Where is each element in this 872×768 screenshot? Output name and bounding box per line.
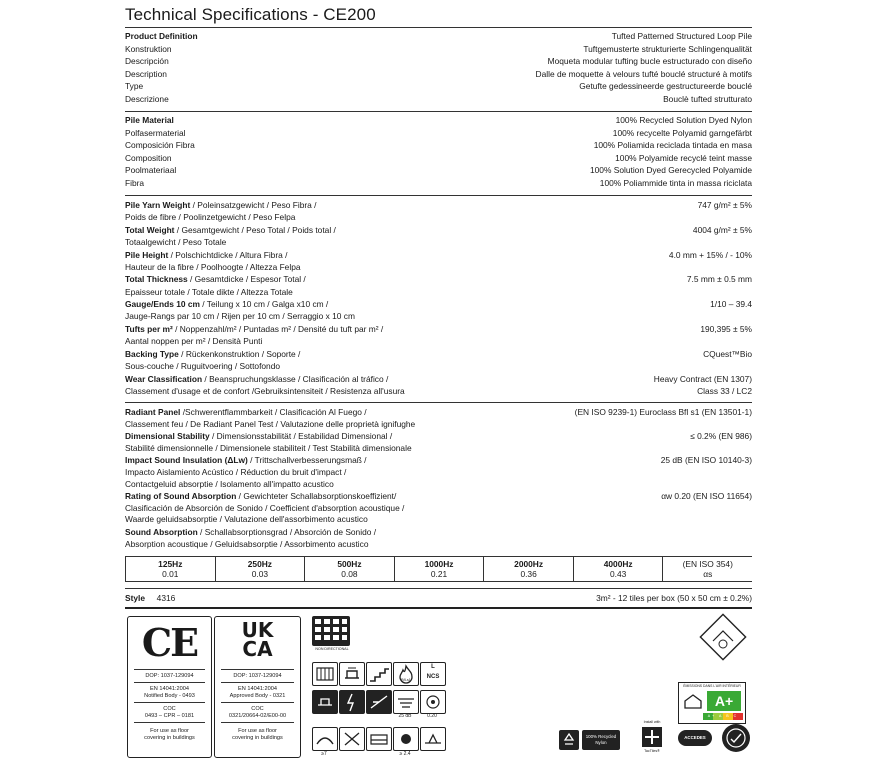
spec-translations: Jauge-Rangs par 10 cm / Rijen per 10 cm / Serraggio x 10 cm [125, 311, 355, 322]
spec-label: Descripción [125, 56, 169, 66]
spec-value: ≤ 0.2% (EN 986) [690, 431, 752, 442]
fire-icon [393, 662, 419, 686]
spec-value: 7.5 mm ± 0.5 mm [686, 274, 752, 285]
spec-value: 100% recycelte Polyamid garngefärbt [612, 127, 752, 138]
spec-label: Description [125, 68, 167, 79]
ukca-coc-number: 0321/20664-02/E00-00 [228, 713, 287, 719]
spec-value: Dalle de moquette à velours tufté bouclé structuré à motifs [535, 68, 752, 79]
spec-title: Sound Absorption [125, 527, 198, 537]
impact-sound-icon [393, 690, 419, 714]
spec-translations: / Rückenkonstruktion / Soporte / [178, 348, 301, 359]
ce-use-line2: covering in buildings [144, 735, 195, 741]
spec-translations: Impacto Aislamiento Acústico / Réduction du bruit d'impact / [125, 467, 347, 477]
tactiles-label: TacTiles® [644, 749, 660, 753]
ukca-logo-top: UK [241, 618, 274, 642]
recycled-nylon-badge: 100% Recycled Nylon [582, 730, 620, 750]
colourfastness-icon [312, 727, 338, 751]
spec-label [125, 406, 367, 418]
electrostatic-icon [339, 690, 365, 714]
frequency-value: 0.03 [251, 569, 269, 579]
page-title: Technical Specifications - CE200 [125, 5, 376, 24]
spec-label: Composición Fibra [125, 140, 195, 150]
impact-sound-label: 25 dB [398, 713, 412, 719]
spec-label: Pile Material [125, 115, 174, 125]
spec-translations: / Polschichtdicke / Altura Fibra / [168, 249, 288, 260]
non-directional-label: NON DIRECTIONAL [315, 647, 349, 651]
spec-translations: / Gewichteter Schallabsorptionskoeffizient/ [236, 491, 397, 502]
divider [134, 702, 205, 703]
accedes-badge: ACCEDES [678, 730, 712, 746]
ce-coc: COC [163, 706, 176, 712]
spec-label [125, 323, 383, 335]
spec-label: Product Definition [125, 31, 198, 41]
spec-value: 4004 g/m² ± 5% [692, 224, 752, 235]
frequency-value: 0.21 [430, 569, 448, 579]
spec-title: Dimensional Stability [125, 431, 210, 442]
divider [125, 402, 752, 403]
packaging-text: 3m² - 12 tiles per box (50 x 50 cm ± 0.2%) [596, 593, 752, 603]
spec-value: Bouclè tufted strutturato [663, 93, 752, 104]
spec-translations: / Schallabsorptionsgrad / Absorción de Sonido / [197, 527, 377, 537]
spec-title: Wear Classification [125, 373, 203, 384]
indoor-air-emission-badge [678, 682, 746, 724]
style-code: 4316 [156, 593, 176, 603]
certification-seal-icon [722, 724, 750, 752]
spec-translations: /Schwerentflammbarkeit / Clasificación Al Fuego / [180, 407, 367, 417]
divider [221, 669, 294, 670]
frequency-cell [216, 557, 306, 581]
spec-translations: / Dimensionsstabilität / Estabilidad Dimensional / [209, 431, 393, 442]
bfl-label: Bfl-s1 [401, 678, 411, 682]
spec-title: Backing Type [125, 348, 179, 359]
wheel-icon [420, 727, 446, 751]
spec-label [125, 490, 396, 502]
divider [125, 27, 752, 28]
floor-tile-diamond-icon [697, 611, 749, 663]
ncs-label: NCS [426, 674, 440, 680]
absorption-label: 0.20 [427, 713, 437, 719]
divider [125, 111, 752, 112]
frequency-cell [395, 557, 485, 581]
emission-label: ÉMISSIONS DANS L'AIR INTÉRIEUR [683, 684, 741, 688]
spec-translations: Stabilité dimensionnelle / Dimensionele stabiliteit / Test Stabilità dimensionale [125, 442, 412, 453]
spec-value: 190,395 ± 5% [700, 324, 752, 334]
spec-translations: Totaalgewicht / Peso Totale [125, 237, 227, 247]
ce-coc-number: 0493 – CPR – 0181 [144, 713, 195, 719]
spec-translations: / Noppenzahl/m² / Puntadas m² / Densité du tuft par m² / [172, 324, 384, 334]
office-chair-icon [339, 662, 365, 686]
ukca-logo [215, 618, 300, 661]
spec-label: Descrizione [125, 93, 169, 104]
spec-label: Fibra [125, 177, 145, 188]
spec-value-secondary: Class 33 / LC2 [697, 385, 752, 396]
spec-label [125, 373, 388, 385]
spec-label [125, 298, 328, 310]
divider [134, 722, 205, 723]
spec-value: CQuest™Bio [703, 348, 752, 359]
spec-translations: / Gesamtdicke / Espesor Total / [187, 274, 306, 285]
recycle-icon [559, 730, 579, 750]
spec-label [125, 273, 306, 285]
underfloor-heating-icon [366, 727, 392, 751]
spec-translations: / Trittschallverbesserungsmaß / [247, 455, 367, 466]
sound-absorption-table [125, 556, 752, 582]
ukca-logo-bottom: CA [242, 637, 273, 661]
spec-value: 747 g/m² ± 5% [697, 200, 752, 210]
rating-1: ≥7 [321, 751, 327, 757]
l-label: L [431, 664, 435, 670]
spec-value: 100% Polyamide recyclé teint masse [615, 152, 752, 163]
spec-translations: Absorption acoustique / Geluidsabsorptie / Assorbimento acustico [125, 538, 369, 549]
ukca-body: Approved Body - 0321 [229, 693, 286, 699]
frequency-value: 0.36 [520, 569, 537, 579]
frequency-value: 0.01 [162, 569, 179, 579]
spec-translations: Contactgeluid absorptie / Isolamento all'impatto acustico [125, 478, 334, 489]
spec-translations: Classement d'usage et de confort /Gebruiksintensiteit / Resistenza all'usura [125, 385, 405, 396]
spec-value: αw 0.20 (EN ISO 11654) [661, 491, 752, 502]
spec-title: Pile Yarn Weight [125, 200, 191, 210]
spec-translations: Clasificación de Absorción de Sonido / Coefficient d'absorption acoustique / [125, 502, 405, 513]
frequency-label: 2000Hz [514, 559, 544, 569]
spec-translations: / Poleinsatzgewicht / Peso Fibra / [190, 200, 317, 210]
frequency-cell [663, 557, 752, 581]
style-label: Style [125, 593, 146, 603]
spec-value: 100% Poliamida reciclada tintada en masa [593, 140, 752, 150]
spec-translations: Poids de fibre / Poolinzetgewicht / Peso Felpa [125, 212, 296, 223]
frequency-value: 0.08 [341, 569, 358, 579]
ce-logo: CE [141, 620, 198, 665]
spec-title: Radiant Panel [125, 407, 181, 417]
ukca-use-line2: covering in buildings [232, 735, 283, 741]
rating-2: ≥ 2.4 [399, 751, 411, 757]
heavy-contract-icon [312, 662, 338, 686]
ce-use-line1: For use as floor [150, 728, 189, 734]
spec-label [125, 199, 316, 211]
frequency-value: αs [703, 569, 713, 579]
frequency-label: 4000Hz [603, 559, 633, 569]
spec-label [125, 454, 367, 466]
spec-title: Gauge/Ends 10 cm [125, 299, 200, 310]
frequency-value: 0.43 [610, 569, 627, 579]
divider [125, 195, 752, 196]
spec-translations: / Beanspruchungsklasse / Clasificación al tráfico / [202, 373, 389, 384]
spec-title: Rating of Sound Absorption [125, 491, 237, 502]
ukca-coc: COC [251, 706, 264, 712]
ncs-icon [420, 662, 446, 686]
sound-absorption-icon [420, 690, 446, 714]
spec-value: 1/10 – 39.4 [710, 299, 752, 310]
spec-label [125, 348, 300, 360]
spec-value: 100% Solution Dyed Gerecycled Polyamide [589, 165, 752, 175]
spec-value: Tufted Patterned Structured Loop Pile [611, 31, 752, 41]
spec-translations: Epaisseur totale / Totale dikte / Altezza Totale [125, 286, 293, 297]
spec-translations: / Gesamtgewicht / Peso Total / Poids total / [174, 224, 336, 235]
castor-chair-icon [312, 690, 338, 714]
spec-label: Polfasermaterial [125, 127, 186, 138]
frequency-cell [484, 557, 574, 581]
spec-value: 100% Recycled Solution Dyed Nylon [615, 115, 752, 125]
divider [221, 682, 294, 683]
spec-label [125, 224, 336, 236]
spec-value: 4.0 mm + 15% / - 10% [668, 249, 752, 260]
spec-value: Moqueta modular tufting bucle estructurado con diseño [547, 56, 752, 66]
spec-value: Getufte gedessineerde gestructureerde bouclé [579, 81, 752, 91]
spec-label: Composition [125, 152, 172, 163]
spec-label [125, 249, 287, 261]
ukca-standard: EN 14041:2004 [238, 686, 277, 692]
slip-resistance-icon [366, 690, 392, 714]
frequency-label: 1000Hz [424, 559, 454, 569]
install-label: Install with [643, 720, 661, 724]
spec-title: Tufts per m² [125, 324, 173, 334]
ce-dop: DOP: 1037-129094 [145, 673, 194, 679]
ce-mark-box [127, 616, 212, 758]
divider [221, 722, 294, 723]
spec-label: Konstruktion [125, 43, 172, 54]
spec-title: Total Weight [125, 224, 175, 235]
spec-value: 100% Poliammide tinta in massa riciclata [599, 177, 752, 188]
frequency-label: 500Hz [337, 559, 362, 569]
frequency-cell [125, 557, 216, 581]
spec-label [125, 430, 392, 442]
spec-sheet [125, 0, 752, 768]
spec-label: Type [125, 81, 144, 91]
divider [125, 588, 752, 589]
lightfastness-icon [393, 727, 419, 751]
ukca-dop: DOP: 1037-129094 [233, 673, 282, 679]
divider [125, 607, 752, 609]
spec-translations: Aantal noppen per m² / Densità Punti [125, 336, 263, 347]
divider [134, 669, 205, 670]
spec-translations: / Teilung x 10 cm / Galga x10 cm / [199, 299, 329, 310]
spec-title: Total Thickness [125, 274, 188, 285]
stairs-icon [366, 662, 392, 686]
ce-body: Notified Body - 0493 [144, 693, 195, 699]
spec-value: (EN ISO 9239-1) Euroclass Bfl s1 (EN 13501-1) [574, 407, 752, 417]
spec-title: Impact Sound Insulation (ΔLw) [125, 455, 248, 466]
spec-label [125, 526, 376, 538]
frequency-label: (EN ISO 354) [682, 559, 733, 569]
non-directional-icon [312, 616, 350, 646]
spec-label: Poolmateriaal [125, 165, 177, 175]
ukca-mark-box [214, 616, 301, 758]
emission-grade: A+ [707, 691, 741, 711]
spec-translations: Classement feu / De Radiant Panel Test / Valutazione delle proprietà ignifughe [125, 418, 416, 429]
frequency-label: 250Hz [247, 559, 272, 569]
spec-translations: Hauteur de la fibre / Poolhoogte / Altezza Felpa [125, 261, 301, 272]
tactiles-icon [642, 727, 662, 747]
ce-standard: EN 14041:2004 [150, 686, 189, 692]
spec-value: 25 dB (EN ISO 10140-3) [660, 455, 752, 466]
dimensional-icon [339, 727, 365, 751]
emission-scale-label: A+ A B C [707, 714, 739, 718]
frequency-cell [574, 557, 664, 581]
spec-value: Heavy Contract (EN 1307) [653, 373, 752, 384]
frequency-label: 125Hz [158, 559, 183, 569]
spec-translations: Waarde geluidsabsorptie / Valutazione dell'assorbimento acustico [125, 514, 368, 525]
ukca-use-line1: For use as floor [238, 728, 277, 734]
frequency-cell [305, 557, 395, 581]
spec-translations: Sous-couche / Ruguitvoering / Sottofondo [125, 361, 281, 371]
divider [221, 702, 294, 703]
spec-value: Tuftgemusterte strukturierte Schlingenqualität [583, 43, 752, 54]
divider [134, 682, 205, 683]
spec-title: Pile Height [125, 249, 169, 260]
